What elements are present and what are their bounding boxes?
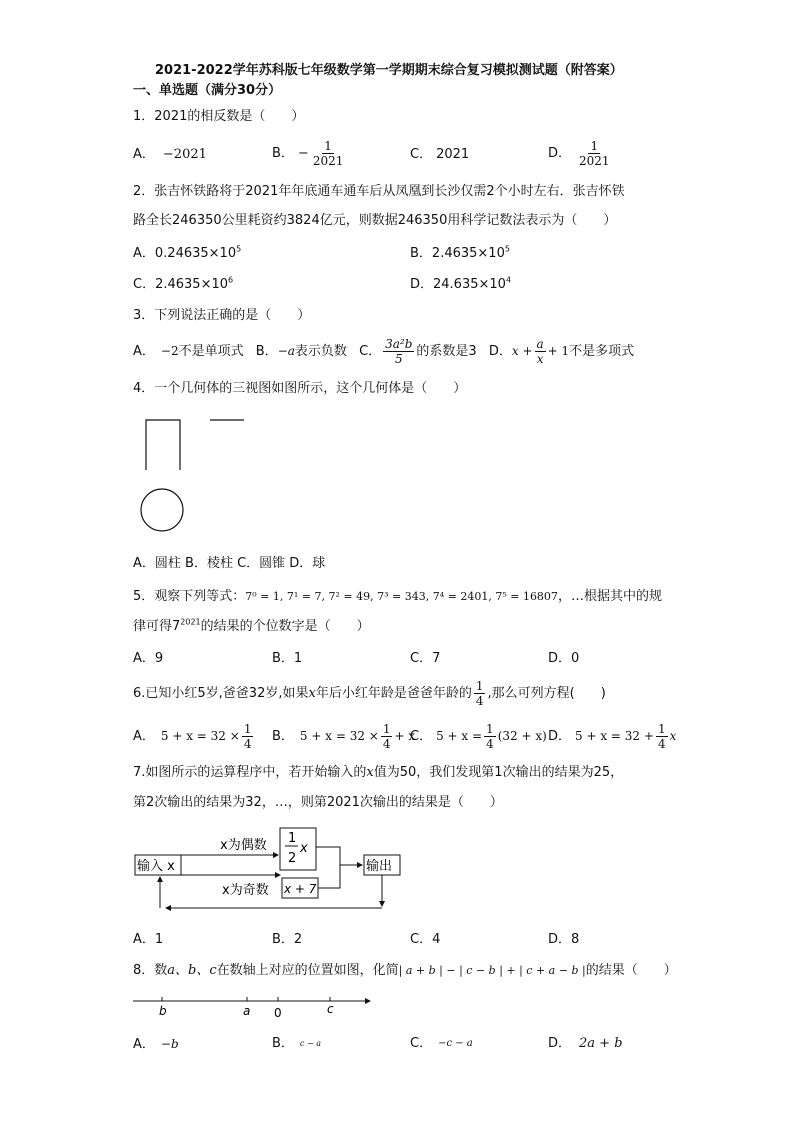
q4-stem: 4．一个几何体的三视图如图所示，这个几何体是（ ） [133,381,467,396]
exponent: 6 [228,275,234,285]
q8-mid: 在数轴上对应的位置如图，化简 [216,963,399,978]
q8-b-math: c − a [299,1039,321,1048]
q6-c-fraction [484,722,496,751]
exponent: 5 [236,244,242,254]
q1-stem: 1．2021的相反数是（ ） [133,109,305,124]
option-label: D． [488,344,512,359]
q7-var: x [366,765,374,780]
q2-stem-line2: 路全长246350公里耗资约3824亿元，则数据246350用科学记数法表示为（ ） [133,213,617,228]
q8-a-math: −b [160,1037,179,1051]
numerator: 3a²b [385,337,413,351]
page-title: 2021-2022学年苏科版七年级数学第一学期期末综合复习模拟测试题（附答案） [155,63,623,78]
q2-d-text: D．24.635×10 [410,277,506,292]
numerator: 1 [475,679,484,693]
q5-line2-pre: 律可得7 [133,619,181,634]
q8-post: 的结果（ ） [585,963,677,978]
q8-vars: a、b、c [167,963,217,978]
option-label: C． [410,729,433,744]
numerator: 1 [382,722,391,736]
q8-option-a [133,1035,179,1054]
q8-expression: | a + b | − | c − b | + | c + a − b | [398,964,586,977]
q6-mid: 年后小红年龄是爸爸年龄的 [315,686,472,701]
q6-option-d [548,716,676,757]
q6-d-math: 5 + x = 32 + [575,729,654,743]
q1-option-b [272,134,347,174]
q3-a-text: 不是单项式 [178,344,244,359]
option-label: A． [133,729,155,744]
option-label: B． [272,146,294,161]
label-a: a [243,1004,251,1018]
q3-d-pre: x + [511,344,533,358]
denominator: 4 [657,737,666,751]
q8-stem [133,962,677,980]
odd-label: x为奇数 [222,883,269,898]
q3-d-fraction [535,337,546,366]
label-b: b [159,1004,167,1018]
q8-d-math: 2a + b [579,1036,623,1051]
q2-a-text: A．0.24635×10 [133,246,237,261]
q7-option-a: A．1 [133,932,164,947]
q5-powers: 7⁰ = 1, 7¹ = 7, 7² = 49, 7³ = 343, 7⁴ = 2401, 7⁵ = 16807 [245,590,558,603]
exponent: 2021 [180,617,201,627]
q5-post: ，…根据其中的规 [557,589,662,604]
q3-d-text: 不是多项式 [569,344,635,359]
q6-pre: 6.已知小红5岁,爸爸32岁,如果 [133,686,309,701]
option-label: A． [133,344,155,359]
numerator: a [536,337,544,351]
option-label: D． [548,146,572,161]
q6-b-fraction [381,722,393,751]
plus-to-output-line [318,865,340,888]
q2-c-text: C．2.4635×10 [133,277,228,292]
q6-post: ,那么可列方程( ) [487,686,606,701]
q5-pre: 5．观察下列等式： [133,589,246,604]
half-denominator: 2 [288,851,297,866]
q6-a-math: 5 + x = 32 × [160,729,240,743]
q8-number-line [130,990,380,1022]
q4-three-view-figure [130,410,260,540]
q1-c-value: 2021 [436,147,470,162]
denominator: 5 [394,352,403,366]
q7-stem-line2: 第2次输出的结果为32，…，则第2021次输出的结果是（ ） [133,795,503,810]
q6-a-fraction [242,722,254,751]
plus-label: x + 7 [284,882,317,896]
q8-option-c [410,1035,473,1053]
option-label: B． [255,344,278,359]
option-label: B． [272,1036,294,1051]
q3-b-text: 表示负数 [294,344,347,359]
q2-option-c [133,276,233,294]
q6-c-post: (32 + x) [497,729,547,743]
section-heading: 一、单选题（满分30分） [133,83,282,98]
numerator: 1 [657,722,666,736]
option-label: B． [272,729,294,744]
numerator: 1 [486,722,494,736]
denominator: 4 [382,737,391,751]
q3-options [133,331,634,372]
q7-option-c: C．4 [410,932,441,947]
denominator: 4 [486,737,494,751]
q6-option-a [133,716,255,757]
denominator: 2021 [579,154,610,168]
q4-options: A．圆柱 B．棱柱 C．圆锥 D．球 [133,556,326,571]
q2-option-d [410,276,511,294]
q5-line2-post: 的结果的个位数字是（ ） [200,619,370,634]
q2-b-text: B．2.4635×10 [410,246,505,261]
q5-stem-line2 [133,618,370,636]
option-label: C． [410,1036,433,1051]
half-to-output-line [316,847,340,865]
option-label: A． [133,1037,155,1052]
q3-d-post: + 1 [547,344,570,358]
option-label: D． [548,1036,572,1051]
q8-option-b [272,1035,321,1053]
q6-d-post: x [669,729,677,743]
q1-b-sign: − [297,146,309,161]
output-label: 输出 [366,859,393,874]
q7-pre: 7.如图所示的运算程序中，若开始输入的 [133,765,367,780]
denominator: 4 [475,694,484,708]
denominator: 4 [243,737,252,751]
q6-var: x [308,686,316,701]
q5-stem-line1 [133,588,662,606]
q3-b-math: −a [277,344,295,358]
q2-stem-line1: 2．张吉怀铁路将于2021年年底通车通车后从凤凰到长沙仅需2个小时左右．张吉怀铁 [133,184,625,199]
q7-flowchart [130,822,410,917]
half-box [280,828,316,870]
numerator: 1 [243,722,252,736]
q6-stem [133,674,606,714]
q1-option-c [410,146,469,164]
q6-c-math: 5 + x = [436,729,483,743]
exponent: 5 [504,244,510,254]
q6-option-b [272,716,415,757]
even-label: x为偶数 [220,838,267,853]
q6-option-c [410,716,547,757]
q7-post: 值为50，我们发现第1次输出的结果为25， [373,765,624,780]
q2-option-b [410,245,510,263]
front-view [146,420,180,470]
option-label: C． [410,147,433,162]
q6-b-post: + x [394,729,416,743]
q8-pre: 8．数 [133,963,168,978]
label-zero: 0 [274,1006,282,1020]
q2-option-a [133,245,241,263]
half-var: x [300,841,308,856]
q5-option-d: D．0 [548,651,580,666]
q1-option-a [133,146,207,164]
q6-fraction [474,679,486,708]
q5-option-b: B．1 [272,651,303,666]
q1-option-d [548,134,614,174]
option-label: A． [133,147,155,162]
q1-a-value: −2021 [162,147,207,162]
numerator: 1 [324,139,332,153]
q1-b-fraction [311,139,346,168]
q5-option-a: A．9 [133,651,164,666]
label-c: c [327,1002,334,1016]
q6-b-math: 5 + x = 32 × [299,729,379,743]
input-label: 输入 x [137,859,175,874]
q3-c-text: 的系数是3 [416,344,477,359]
denominator: 2021 [312,154,344,168]
exponent: 4 [505,275,512,285]
q8-option-d [548,1035,623,1053]
q7-stem-line1 [133,764,623,782]
q3-c-fraction [383,337,414,366]
q7-option-d: D．8 [548,932,580,947]
denominator: x [536,352,544,366]
q1-d-fraction [577,139,612,168]
q3-stem: 3．下列说法正确的是（ ） [133,308,311,323]
q8-c-math: −c − a [438,1038,473,1049]
q6-d-fraction [656,722,668,751]
half-numerator: 1 [288,831,297,846]
q5-option-c: C．7 [410,651,441,666]
numerator: 1 [590,139,599,153]
q7-option-b: B．2 [272,932,303,947]
option-label: C． [359,344,382,359]
option-label: D． [548,729,572,744]
top-view [141,489,183,531]
q3-a-math: −2 [160,344,179,358]
